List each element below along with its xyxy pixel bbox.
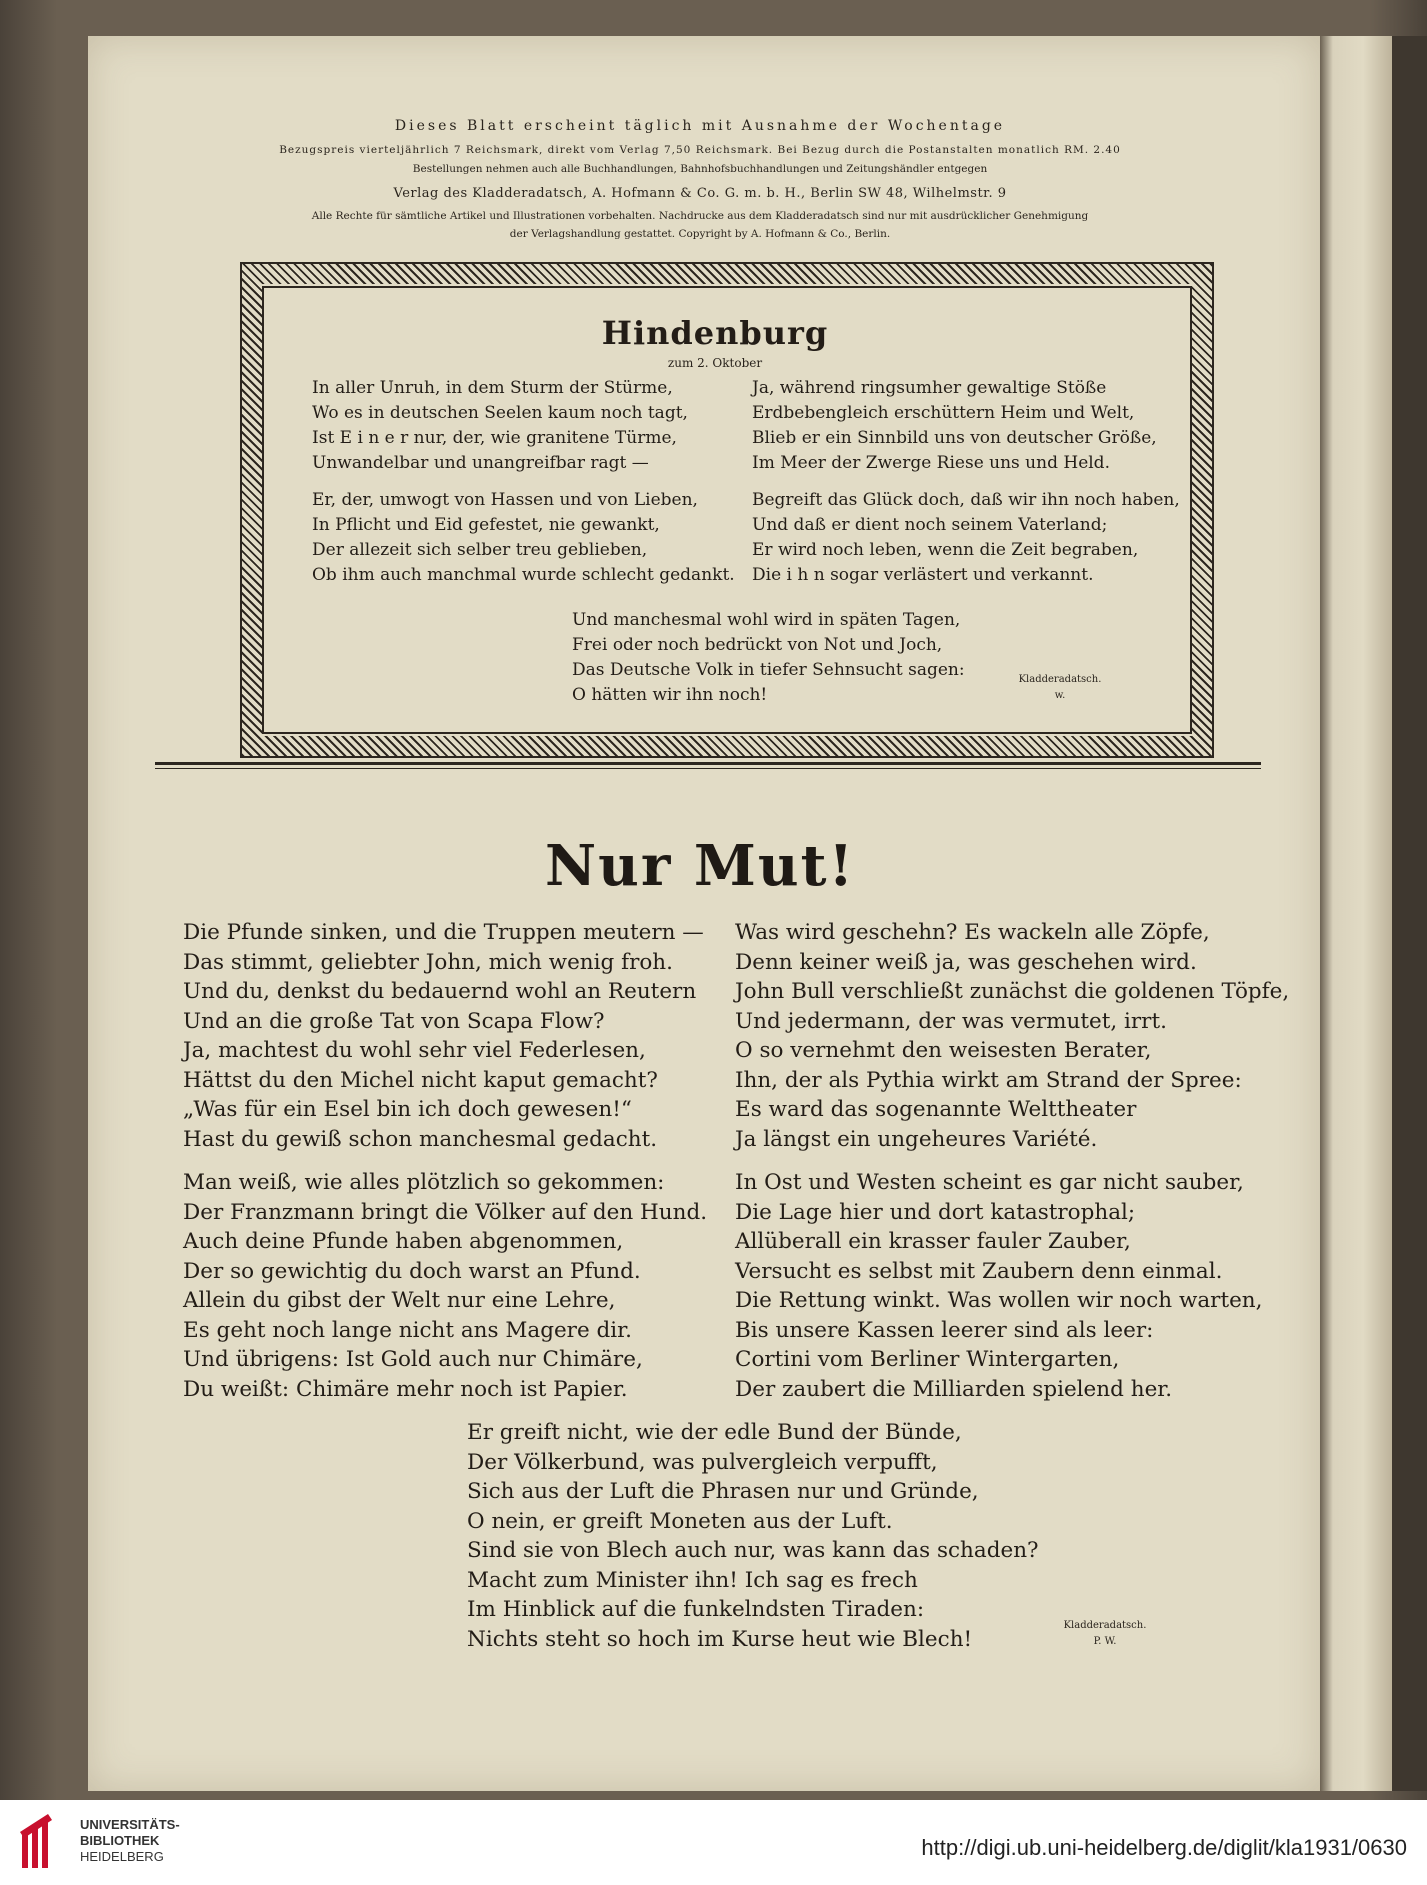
verse-line: Ist E i n e r nur, der, wie granitene Türme, (312, 428, 677, 448)
masthead-line-6: der Verlagshandlung gestattet. Copyright by A. Hofmann & Co., Berlin. (509, 228, 891, 240)
verse-line: Und übrigens: Ist Gold auch nur Chimäre, (183, 1347, 643, 1372)
verse-line: Und an die große Tat von Scapa Flow? (183, 1008, 605, 1034)
masthead-publisher: Verlag des Kladderadatsch, A. Hofmann & Co. G. m. b. H., Berlin SW 48, Wilhelmstr. 9 (393, 186, 1007, 201)
verse-line: Der Völkerbund, was pulvergleich verpufft, (467, 1449, 938, 1475)
university-library-logo-icon[interactable] (18, 1812, 70, 1872)
masthead-line-5: Alle Rechte für sämtliche Artikel und Illustrationen vorbehalten. Nachdrucke aus dem Kladderadatsch sind nur mit ausdrücklicher Genehmigung (311, 210, 1089, 222)
verse-line: Der Franzmann bringt die Völker auf den Hund. (183, 1199, 708, 1225)
nurmut-stanza (735, 918, 1289, 1154)
verse-line: Er, der, umwogt von Hassen und von Lieben, (312, 490, 698, 510)
hindenburg-stanza (752, 376, 1157, 476)
verse-line: Hättst du den Michel nicht kaput gemacht? (183, 1067, 658, 1093)
section-rule-thin (155, 768, 1261, 769)
masthead-line-3: Bestellungen nehmen auch alle Buchhandlungen, Bahnhofsbuchhandlungen und Zeitungshändler entgegen (412, 163, 988, 175)
verse-line: O nein, er greift Moneten aus der Luft. (467, 1508, 893, 1534)
verse-line: In aller Unruh, in dem Sturm der Stürme, (312, 378, 673, 398)
hindenburg-subtitle: zum 2. Oktober (667, 356, 763, 370)
verse-line: Er wird noch leben, wenn die Zeit begraben, (752, 540, 1139, 560)
verse-line: In Pflicht und Eid gefestet, nie gewankt, (312, 515, 660, 535)
verse-line: Sich aus der Luft die Phrasen nur und Gründe, (467, 1479, 979, 1504)
verse-line: Wo es in deutschen Seelen kaum noch tagt, (312, 403, 688, 423)
verse-line: Was wird geschehn? Es wackeln alle Zöpfe, (735, 920, 1210, 945)
verse-line: Blieb er ein Sinnbild uns von deutscher Größe, (752, 428, 1157, 448)
verse-line: Macht zum Minister ihn! Ich sag es frech (467, 1567, 918, 1593)
verse-line: Er greift nicht, wie der edle Bund der Bünde, (467, 1420, 962, 1445)
verse-line: Es ward das sogenannte Welttheater (735, 1097, 1137, 1122)
nurmut-stanza (183, 918, 704, 1154)
nurmut-title: Nur Mut! (544, 833, 856, 899)
scan-margin (1392, 36, 1427, 1791)
verse-line: Begreift das Glück doch, daß wir ihn noch haben, (752, 490, 1180, 510)
verse-line: Ob ihm auch manchmal wurde schlecht gedankt. (312, 565, 735, 585)
verse-line: Ja, während ringsumher gewaltige Stöße (752, 378, 1107, 398)
section-rule (155, 762, 1261, 765)
nurmut-final-stanza (467, 1418, 1039, 1654)
verse-line: Die Rettung winkt. Was wollen wir noch warten, (735, 1288, 1263, 1313)
verse-line: Der allezeit sich selber treu geblieben, (312, 540, 648, 560)
verse-line: Ja, machtest du wohl sehr viel Federlesen, (183, 1038, 646, 1063)
masthead-line-2: Bezugspreis vierteljährlich 7 Reichsmark, direkt vom Verlag 7,50 Reichsmark. Bei Bezug durch die Postanstalten monatlich RM. 2.40 (279, 144, 1121, 156)
signature-initials: P. W. (1093, 1636, 1117, 1647)
verse-line: Und manchesmal wohl wird in späten Tagen, (572, 610, 961, 630)
verse-line: Ihn, der als Pythia wirkt am Strand der Spree: (735, 1067, 1242, 1093)
verse-line: Der zaubert die Milliarden spielend her. (735, 1376, 1173, 1402)
verse-line: „Was für ein Esel bin ich doch gewesen!“ (183, 1097, 632, 1122)
verse-line: Und jedermann, der was vermutet, irrt. (735, 1008, 1167, 1034)
verse-line: Bis unsere Kassen leerer sind als leer: (735, 1317, 1154, 1343)
verse-line: Man weiß, wie alles plötzlich so gekommen: (183, 1170, 665, 1195)
signature-line: Kladderadatsch. (1063, 1620, 1147, 1631)
hindenburg-title: Hindenburg (601, 314, 829, 352)
signature-line: Kladderadatsch. (1018, 674, 1102, 685)
verse-line: Es geht noch lange nicht ans Magere dir. (183, 1317, 632, 1343)
hindenburg-stanza (312, 488, 735, 588)
verse-line: Das stimmt, geliebter John, mich wenig froh. (183, 949, 673, 975)
verse-line: O so vernehmt den weisesten Berater, (735, 1038, 1152, 1063)
verse-line: John Bull verschließt zunächst die goldenen Töpfe, (735, 979, 1290, 1004)
verse-line: Hast du gewiß schon manchesmal gedacht. (183, 1126, 658, 1152)
verse-line: Sind sie von Blech auch nur, was kann das schaden? (467, 1538, 1039, 1563)
hindenburg-signature (1010, 672, 1110, 704)
verse-line: Im Hinblick auf die funkelndsten Tiraden: (467, 1597, 925, 1622)
verse-line: In Ost und Westen scheint es gar nicht sauber, (735, 1170, 1244, 1195)
verse-line: Denn keiner weiß ja, was geschehen wird. (735, 949, 1197, 975)
nurmut-stanza (735, 1168, 1263, 1404)
verse-line: Auch deine Pfunde haben abgenommen, (183, 1229, 624, 1254)
verse-line: Du weißt: Chimäre mehr noch ist Papier. (183, 1376, 628, 1402)
verse-line: Im Meer der Zwerge Riese uns und Held. (752, 453, 1110, 473)
verse-line: Versucht es selbst mit Zaubern denn einmal. (735, 1258, 1223, 1284)
signature-initials: w. (1054, 690, 1066, 701)
hindenburg-final-stanza (572, 608, 965, 708)
facing-page-edge (1320, 36, 1392, 1791)
verse-line: Erdbebengleich erschüttern Heim und Welt, (752, 403, 1135, 423)
verse-line: Ja längst ein ungeheures Variété. (735, 1126, 1098, 1152)
nurmut-signature (1050, 1618, 1160, 1650)
verse-line: Die Lage hier und dort katastrophal; (735, 1199, 1136, 1225)
verse-line: Und du, denkst du bedauernd wohl an Reutern (183, 979, 697, 1004)
nurmut-stanza (183, 1168, 707, 1404)
logo-line-2: BIBLIOTHEK (80, 1833, 160, 1848)
hindenburg-stanza (312, 376, 688, 476)
verse-line: O hätten wir ihn noch! (572, 685, 768, 705)
hindenburg-stanza (752, 488, 1180, 588)
verse-line: Der so gewichtig du doch warst an Pfund. (183, 1258, 641, 1284)
verse-line: Und daß er dient noch seinem Vaterland; (752, 515, 1108, 535)
logo-line-1: UNIVERSITÄTS- (80, 1817, 180, 1832)
masthead-line-1: Dieses Blatt erscheint täglich mit Ausnahme der Wochentage (394, 118, 1006, 134)
verse-line: Cortini vom Berliner Wintergarten, (735, 1347, 1120, 1372)
verse-line: Frei oder noch bedrückt von Not und Joch, (572, 635, 943, 655)
verse-line: Allein du gibst der Welt nur eine Lehre, (183, 1288, 616, 1313)
permalink-url[interactable]: http://digi.ub.uni-heidelberg.de/diglit/kla1931/0630 (921, 1835, 1407, 1860)
logo-line-3: HEIDELBERG (80, 1849, 164, 1864)
verse-line: Allüberall ein krasser fauler Zauber, (735, 1229, 1131, 1254)
verse-line: Nichts steht so hoch im Kurse heut wie Blech! (467, 1626, 973, 1652)
university-library-name[interactable] (80, 1817, 180, 1865)
verse-line: Das Deutsche Volk in tiefer Sehnsucht sagen: (572, 660, 965, 680)
verse-line: Unwandelbar und unangreifbar ragt — (312, 453, 649, 473)
verse-line: Die Pfunde sinken, und die Truppen meutern — (183, 920, 704, 945)
verse-line: Die i h n sogar verlästert und verkannt. (752, 565, 1094, 585)
